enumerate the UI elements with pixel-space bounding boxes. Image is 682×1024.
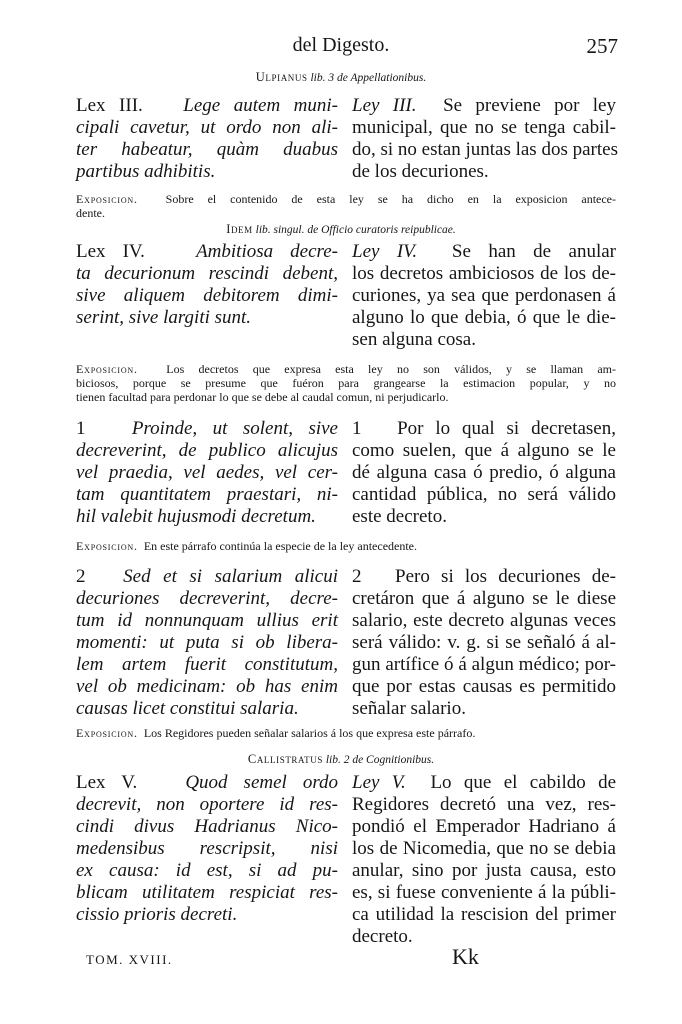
spanish-text bbox=[352, 772, 616, 948]
text-line: ca utilidad la rescision del primer bbox=[352, 904, 616, 925]
source-citation bbox=[0, 222, 682, 237]
text-line: dé alguna casa ó predio, ó alguna bbox=[352, 462, 616, 483]
text-line: municipal, que no se tenga cabil- bbox=[352, 117, 616, 138]
law-number: Lex V. bbox=[76, 772, 138, 793]
law-number: Ley V. bbox=[352, 772, 406, 793]
text-line: sen alguna cosa. bbox=[352, 329, 476, 350]
law-number: Lex IV. bbox=[76, 241, 145, 262]
source-citation bbox=[0, 70, 682, 85]
text-line: señalar salario. bbox=[352, 698, 466, 719]
paragraph-number: 2 bbox=[76, 566, 86, 587]
exposicion-note bbox=[76, 726, 616, 740]
signature-mark: Kk bbox=[452, 944, 479, 969]
latin-text bbox=[76, 418, 338, 528]
text-line: será válido: v. g. si se señaló á al- bbox=[352, 632, 616, 653]
text-line: tam quantitatem praestari, ni- bbox=[76, 484, 338, 505]
law-number: Ley III. bbox=[352, 95, 417, 116]
paragraph-block-1 bbox=[76, 418, 616, 530]
text-line: gun artífice ó á algun médico; por- bbox=[352, 654, 616, 675]
text-line: decreto. bbox=[352, 926, 413, 947]
exposicion-label: Exposicion. bbox=[76, 362, 138, 376]
source-work: lib. 3 de Appellationibus. bbox=[310, 72, 427, 84]
exposicion-note bbox=[76, 362, 616, 404]
text-line: los decretos ambiciosos de los de- bbox=[352, 263, 616, 284]
text-line: vel ob medicinam: ob has enim bbox=[76, 676, 338, 697]
page-number: 257 bbox=[586, 34, 618, 58]
spanish-text bbox=[352, 418, 616, 528]
text-line: blicam utilitatem respiciat res- bbox=[76, 882, 338, 903]
latin-text bbox=[76, 241, 338, 329]
text-line: como suelen, que á alguno se le bbox=[352, 440, 616, 461]
text-line: decreverint, de publico alicujus bbox=[76, 440, 338, 461]
text-line: ex causa: id est, si ad pu- bbox=[76, 860, 338, 881]
law-block-lex-v bbox=[76, 772, 616, 950]
spanish-text bbox=[352, 566, 616, 720]
text-line: Exposicion. Sobre el contenido de esta ley se ha dicho en la exposicion antece- bbox=[76, 192, 617, 206]
text-line: medensibus rescripsit, nisi bbox=[76, 838, 338, 859]
source-author: Idem bbox=[226, 222, 253, 236]
text-line: decuriones decreverint, decre- bbox=[76, 588, 338, 609]
text-line: tienen facultad para perdonar lo que se debe al caudal comun, ni perjudicarlo. bbox=[76, 390, 449, 404]
law-number: Lex III. bbox=[76, 95, 143, 116]
paragraph-number: 2 bbox=[352, 566, 362, 587]
text-line: Ley IV. Se han de anular bbox=[352, 241, 617, 262]
text-line: dente. bbox=[76, 206, 105, 220]
text-line: cantidad pública, no será válido bbox=[352, 484, 616, 505]
text-line: causas licet constitui salaria. bbox=[76, 698, 299, 719]
text-line: 2 Sed et si salarium alicui bbox=[76, 566, 339, 587]
text-line: hil valebit hujusmodi decretum. bbox=[76, 506, 316, 527]
source-author: Callistratus bbox=[247, 752, 323, 766]
spanish-text bbox=[352, 95, 616, 183]
paragraph-number: 1 bbox=[76, 418, 86, 439]
source-work: lib. 2 de Cognitionibus. bbox=[325, 754, 435, 766]
text-line: Ley V. Lo que el cabildo de bbox=[352, 772, 617, 793]
text-line: los de Nicomedia, que no se debia bbox=[352, 838, 616, 859]
text-line: salario, este decreto algunas veces bbox=[352, 610, 616, 631]
law-block-lex-iii bbox=[76, 95, 616, 185]
text-line: do, si no estan juntas las dos partes bbox=[352, 139, 618, 160]
source-author: Ulpianus bbox=[255, 70, 308, 84]
text-line: serint, sive largiti sunt. bbox=[76, 307, 252, 328]
text-line: que por estas causas es permitido bbox=[352, 676, 616, 697]
text-line: de los decuriones. bbox=[352, 161, 489, 182]
law-number: Ley IV. bbox=[352, 241, 418, 262]
text-line: lem artem fuerit constitutum, bbox=[76, 654, 338, 675]
exposicion-label: Exposicion. bbox=[76, 539, 138, 553]
latin-text bbox=[76, 566, 338, 720]
spanish-text bbox=[352, 241, 616, 351]
text-line: Regidores decretó una vez, res- bbox=[352, 794, 616, 815]
volume-label: TOM. XVIII. bbox=[86, 952, 173, 967]
text-line: decrevit, non oportere id res- bbox=[76, 794, 338, 815]
text-line: anular, sino por justa causa, esto bbox=[352, 860, 616, 881]
source-citation bbox=[0, 752, 682, 767]
text-line: este decreto. bbox=[352, 506, 447, 527]
text-line: Lex IV. Ambitiosa decre- bbox=[76, 241, 338, 262]
paragraph-block-2 bbox=[76, 566, 616, 722]
text-line: Lex V. Quod semel ordo bbox=[76, 772, 339, 793]
text-line: 2 Pero si los decuriones de- bbox=[352, 566, 617, 587]
text-line: 1 Por lo qual si decretasen, bbox=[352, 418, 616, 439]
exposicion-note bbox=[76, 539, 616, 553]
text-line: es, si fuese conveniente á la públi- bbox=[352, 882, 616, 903]
exposicion-label: Exposicion. bbox=[76, 726, 138, 740]
text-line: Ley III. Se previene por ley bbox=[352, 95, 616, 116]
text-line: alguno lo que debia, ó que le die- bbox=[352, 307, 616, 328]
text-line: 1 Proinde, ut solent, sive bbox=[76, 418, 338, 439]
text-line: biciosos, porque se presume que fuéron para grangearse la estimacion popular, y no bbox=[76, 376, 616, 390]
text-line: tum id nonnunquam ullius erit bbox=[76, 610, 338, 631]
paragraph-number: 1 bbox=[352, 418, 362, 439]
text-line: Lex III. Lege autem muni- bbox=[76, 95, 338, 116]
text-line: cretáron que á alguno se le diese bbox=[352, 588, 616, 609]
source-work: lib. singul. de Officio curatoris reipublicae. bbox=[255, 224, 456, 236]
text-line: curiones, ya sea que perdonasen á bbox=[352, 285, 616, 306]
text-line: ter habeatur, quàm duabus bbox=[76, 139, 338, 160]
text-line: Exposicion. En este párrafo continúa la especie de la ley antecedente. bbox=[76, 539, 417, 553]
text-line: partibus adhibitis. bbox=[76, 161, 216, 182]
latin-text bbox=[76, 95, 338, 183]
exposicion-label: Exposicion. bbox=[76, 192, 138, 206]
page-header bbox=[0, 34, 682, 64]
text-line: cindi divus Hadrianus Nico- bbox=[76, 816, 338, 837]
text-line: cissio prioris decreti. bbox=[76, 904, 238, 925]
text-line: Exposicion. Los decretos que expresa esta ley no son válidos, y se llaman am- bbox=[76, 362, 616, 376]
latin-text bbox=[76, 772, 338, 926]
text-line: vel praedia, vel aedes, vel cer- bbox=[76, 462, 338, 483]
text-line: pondió el Emperador Hadriano á bbox=[352, 816, 616, 837]
text-line: sive aliquem debitorem dimi- bbox=[76, 285, 338, 306]
text-line: cipali cavetur, ut ordo non ali- bbox=[76, 117, 338, 138]
law-block-lex-iv bbox=[76, 241, 616, 353]
running-title: del Digesto. bbox=[292, 34, 390, 56]
text-line: ta decurionum rescindi debent, bbox=[76, 263, 338, 284]
text-line: momenti: ut puta si ob libera- bbox=[76, 632, 338, 653]
exposicion-note bbox=[76, 192, 616, 220]
text-line: Exposicion. Los Regidores pueden señalar salarios á los que expresa este párrafo. bbox=[76, 726, 476, 740]
